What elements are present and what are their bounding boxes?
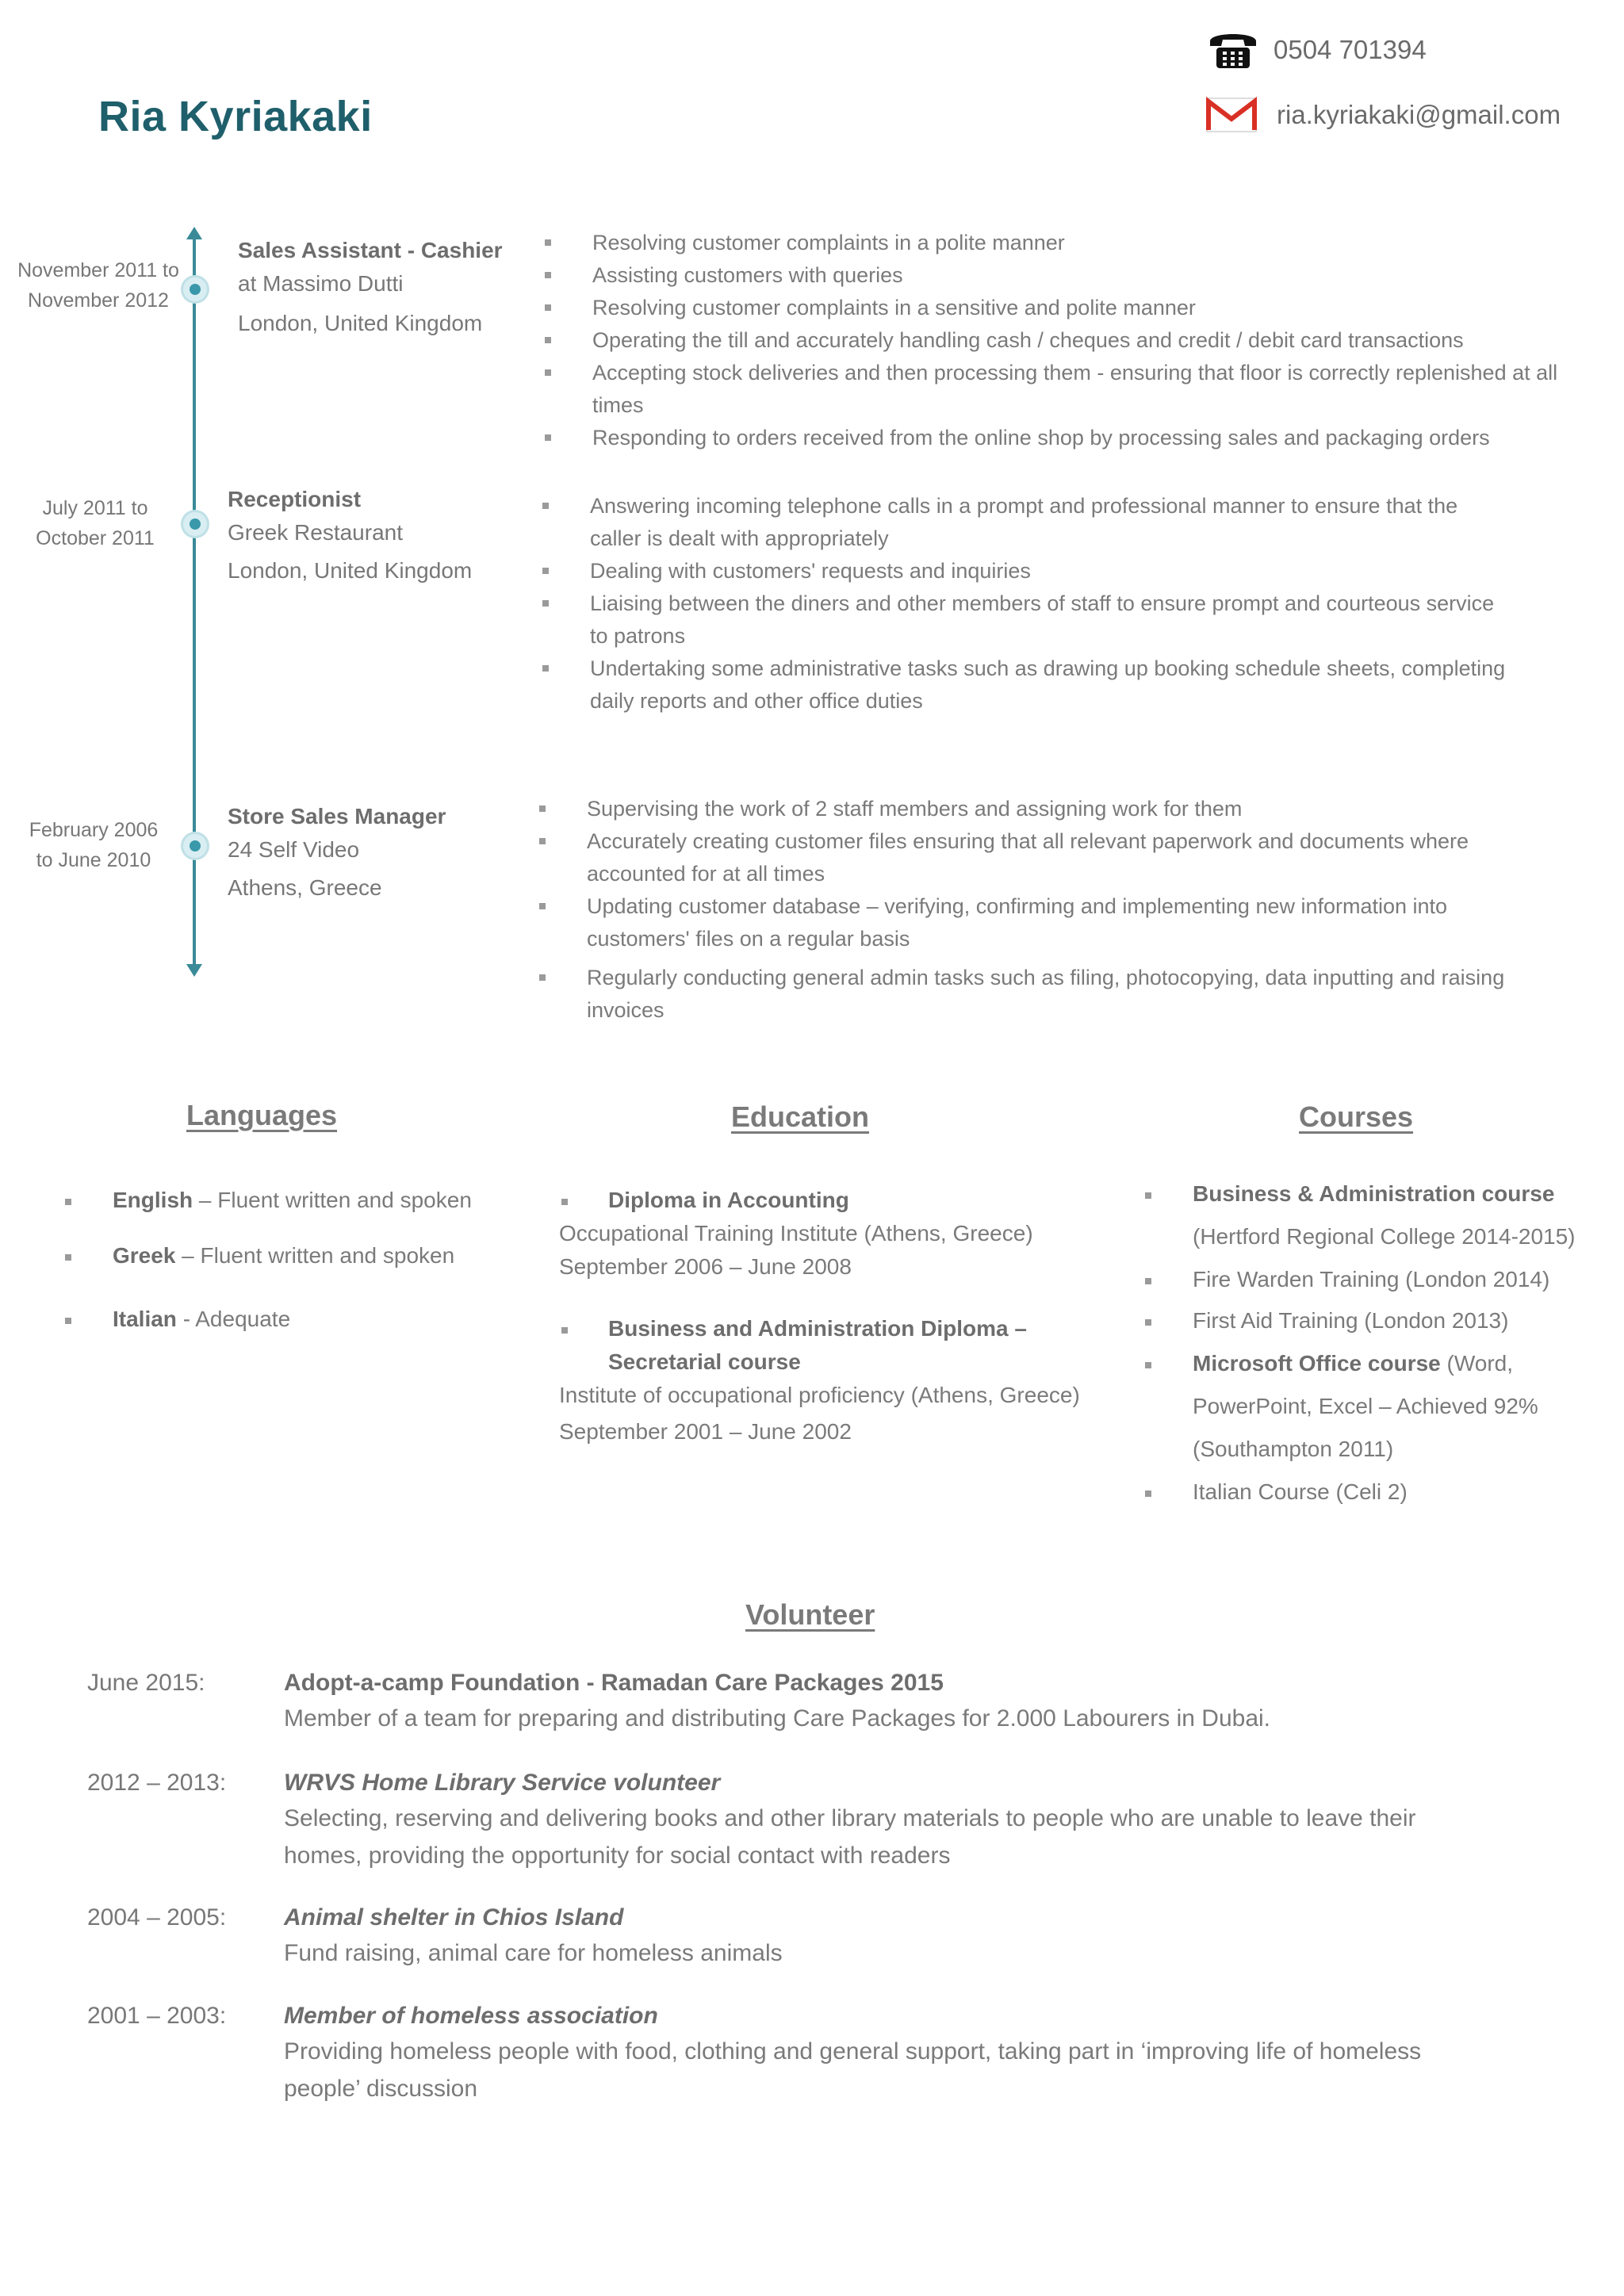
list-item: Resolving customer complaints in a polite manner <box>545 227 1576 259</box>
list-item: Assisting customers with queries <box>545 259 1576 292</box>
course-italian: Italian Course (Celi 2) <box>1193 1479 1408 1504</box>
volunteer-date: 2001 – 2003: <box>87 2003 227 2029</box>
job-company: Greek Restaurant <box>228 520 403 545</box>
volunteer-title: Member of homeless association <box>284 2003 658 2029</box>
list-item: Regularly conducting general admin tasks such as filing, photocopying, data inputting and raising invoices <box>539 962 1546 1027</box>
job-title: Sales Assistant - Cashier <box>238 238 503 262</box>
bullet <box>65 1318 71 1324</box>
education-dates: September 2001 – June 2002 <box>559 1419 852 1444</box>
job-location: Athens, Greece <box>228 875 382 900</box>
timeline-node <box>183 277 207 301</box>
volunteer-title: Animal shelter in Chios Island <box>284 1904 624 1931</box>
education-institution: Occupational Training Institute (Athens, Greece) <box>559 1221 1033 1246</box>
volunteer-date: 2004 – 2005: <box>87 1904 227 1931</box>
timeline-node <box>183 834 207 858</box>
bullet <box>65 1254 71 1261</box>
list-item: Supervising the work of 2 staff members and assigning work for them <box>539 793 1546 825</box>
job-location: London, United Kingdom <box>228 558 473 583</box>
education-title: Business and Administration Diploma – <box>608 1316 1027 1341</box>
volunteer-title: Adopt-a-camp Foundation - Ramadan Care Packages 2015 <box>284 1670 944 1696</box>
list-item: Answering incoming telephone calls in a prompt and professional manner to ensure that the caller is dealt with appropriately <box>542 490 1510 555</box>
education-title: Diploma in Accounting <box>608 1188 849 1212</box>
bullet <box>1145 1490 1151 1497</box>
language-italian: Italian - Adequate <box>113 1307 291 1331</box>
bullet <box>1145 1319 1151 1326</box>
list-item: Liaising between the diners and other members of staff to ensure prompt and courteous service to patrons <box>542 587 1510 652</box>
job-title: Store Sales Manager <box>228 804 446 828</box>
job-company: 24 Self Video <box>228 837 360 862</box>
gmail-envelope-icon <box>1205 97 1258 133</box>
list-item: Accurately creating customer files ensuring that all relevant paperwork and documents where accounted for at all times <box>539 825 1546 890</box>
volunteer-description: Member of a team for preparing and distributing Care Packages for 2.000 Labourers in Dubai. <box>284 1705 1271 1732</box>
list-item: Operating the till and accurately handling cash / cheques and credit / debit card transactions <box>545 324 1576 357</box>
volunteer-description: Selecting, reserving and delivering books and other library materials to people who are unable to leave their homes, providing the opportunity for social contact with readers <box>284 1805 1416 1869</box>
languages-heading: Languages <box>186 1099 338 1131</box>
timeline-node <box>183 512 207 536</box>
job-company: at Massimo Dutti <box>238 271 404 296</box>
list-item: Dealing with customers' requests and inquiries <box>542 555 1510 587</box>
education-title-line2: Secretarial course <box>608 1349 801 1374</box>
courses-heading: Courses <box>1299 1100 1414 1133</box>
list-item: Resolving customer complaints in a sensitive and polite manner <box>545 292 1576 324</box>
job-date: November 2011 to November 2012 <box>17 259 179 312</box>
course-business-admin: Business & Administration course <box>1193 1181 1555 1206</box>
job-date: February 2006 to June 2010 <box>29 819 159 871</box>
course-business-admin-detail: (Hertford Regional College 2014-2015) <box>1193 1224 1576 1249</box>
job-date: July 2011 to October 2011 <box>36 497 155 549</box>
volunteer-date: June 2015: <box>87 1670 205 1696</box>
course-first-aid: First Aid Training (London 2013) <box>1193 1308 1509 1333</box>
language-greek: Greek – Fluent written and spoken <box>113 1243 455 1268</box>
bullet <box>65 1199 71 1205</box>
education-institution: Institute of occupational proficiency (Athens, Greece) <box>559 1383 1080 1407</box>
job-duties-list <box>539 793 1546 1027</box>
bullet <box>1145 1278 1151 1284</box>
job-duties-list <box>542 490 1510 718</box>
course-fire-warden: Fire Warden Training (London 2014) <box>1193 1267 1550 1292</box>
email-address[interactable]: ria.kyriakaki@gmail.com <box>1277 100 1561 129</box>
list-item: Accepting stock deliveries and then processing them - ensuring that floor is correctly replenished at all times <box>545 357 1576 422</box>
volunteer-description: Fund raising, animal care for homeless animals <box>284 1940 783 1966</box>
job-title: Receptionist <box>228 487 362 511</box>
language-english: English – Fluent written and spoken <box>113 1188 472 1212</box>
bullet <box>561 1327 568 1334</box>
volunteer-title: WRVS Home Library Service volunteer <box>284 1770 721 1796</box>
list-item: Undertaking some administrative tasks such as drawing up booking schedule sheets, completing daily reports and other office duties <box>542 652 1510 718</box>
candidate-name: Ria Kyriakaki <box>98 93 373 140</box>
timeline-arrow-up <box>186 227 202 239</box>
bullet <box>1145 1362 1151 1368</box>
volunteer-heading: Volunteer <box>745 1598 875 1631</box>
course-microsoft-office: Microsoft Office course (Word, <box>1193 1351 1514 1376</box>
volunteer-description: Providing homeless people with food, clothing and general support, taking part in ‘improving life of homeless people’ discussion <box>284 2038 1422 2102</box>
course-microsoft-office-location: (Southampton 2011) <box>1193 1437 1394 1461</box>
education-heading: Education <box>731 1100 870 1133</box>
telephone-icon <box>1207 27 1259 71</box>
phone-number[interactable]: 0504 701394 <box>1274 35 1427 64</box>
list-item: Responding to orders received from the online shop by processing sales and packaging orders <box>545 422 1576 454</box>
job-duties-list <box>545 227 1576 454</box>
timeline-arrow-down <box>186 964 202 977</box>
education-dates: September 2006 – June 2008 <box>559 1254 852 1279</box>
volunteer-date: 2012 – 2013: <box>87 1770 227 1796</box>
bullet <box>561 1199 568 1205</box>
course-microsoft-office-detail: PowerPoint, Excel – Achieved 92% <box>1193 1394 1538 1418</box>
list-item: Updating customer database – verifying, confirming and implementing new information into customers' files on a regular basis <box>539 890 1546 955</box>
job-location: London, United Kingdom <box>238 311 483 335</box>
bullet <box>1145 1192 1151 1199</box>
